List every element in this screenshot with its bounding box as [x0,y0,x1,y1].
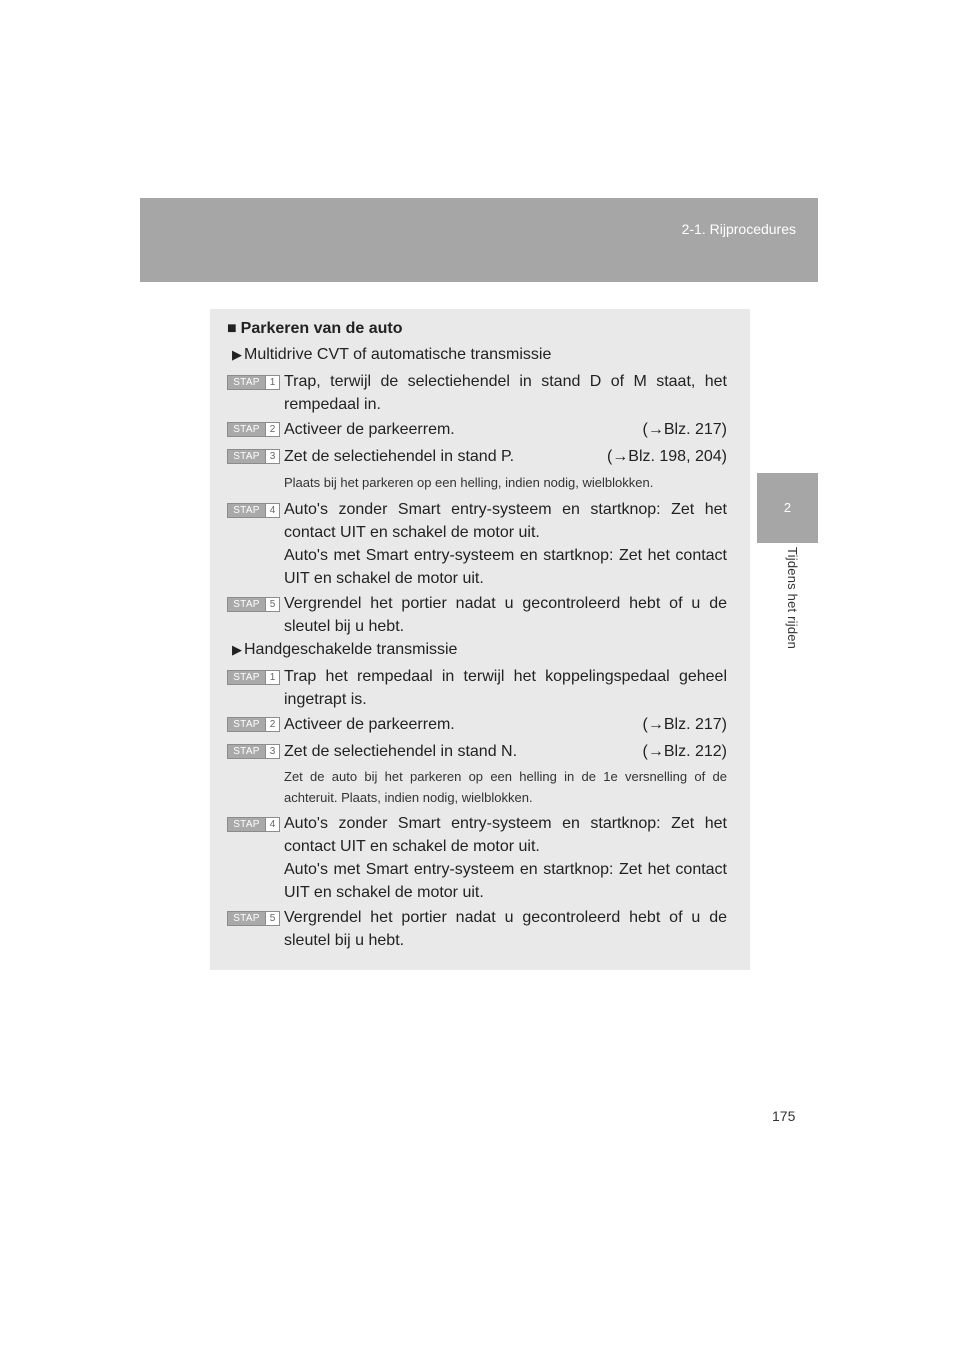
step-text: Auto's zonder Smart entry-systeem en startknop: Zet het contact UIT en schakel de motor uit. [284,501,727,541]
step-text: Zet de selectiehendel in stand N. [284,743,518,760]
page-reference: (→Blz. 198, 204) [606,448,727,465]
arrow-right-icon: ▶ [232,347,242,362]
step-badge: STAP 5 [227,597,280,612]
step-text-alt: Auto's met Smart entry-systeem en startknop: Zet het contact UIT en schakel de motor uit. [284,861,727,901]
step-badge: STAP 3 [227,744,280,759]
section-title [227,320,403,338]
step-badge: STAP 3 [227,449,280,464]
chapter-number: 2 [783,500,792,515]
page-reference: (→Blz. 217) [642,716,727,733]
step-note: Zet de auto bij het parkeren op een helling in de 1e versnelling of de achteruit. Plaats, indien nodig, wielblokken. [284,769,727,805]
step-text: Activeer de parkeerrem. [284,421,455,438]
step-row [284,418,727,441]
step-text: Activeer de parkeerrem. [284,716,455,733]
subheading-text: Handgeschakelde transmissie [244,641,458,658]
step-note: Plaats bij het parkeren op een helling, indien nodig, wielblokken. [284,475,654,490]
step-row [284,740,727,763]
step-badge: STAP 4 [227,503,280,518]
step-badge: STAP 5 [227,911,280,926]
step-row [284,445,727,468]
section-title-text: Parkeren van de auto [240,320,403,337]
step-text: Trap het rempedaal in terwijl het koppelingspedaal geheel ingetrapt is. [284,668,727,708]
step-badge: STAP 4 [227,817,280,832]
step-badge: STAP 2 [227,717,280,732]
step-text: Auto's zonder Smart entry-systeem en startknop: Zet het contact UIT en schakel de motor uit. [284,815,727,855]
step-row [284,713,727,736]
step-text: Vergrendel het portier nadat u gecontroleerd hebt of u de sleutel bij u hebt. [284,909,727,949]
chapter-title: 2-1. Rijprocedures [681,221,796,237]
chapter-tab-label: Tijdens het rijden [785,547,800,650]
subheading-text: Multidrive CVT of automatische transmissie [244,346,552,363]
step-text-alt: Auto's met Smart entry-systeem en startknop: Zet het contact UIT en schakel de motor uit. [284,547,727,587]
subheading-cvt [232,346,551,364]
step-badge: STAP 1 [227,375,280,390]
page-reference: (→Blz. 217) [642,421,727,438]
step-text: Zet de selectiehendel in stand P. [284,448,515,465]
step-text: Trap, terwijl de selectiehendel in stand D of M staat, het rempedaal in. [284,373,727,413]
subheading-manual [232,641,457,659]
step-badge: STAP 1 [227,670,280,685]
page-reference: (→Blz. 212) [642,743,727,760]
page-number: 175 [772,1108,796,1124]
step-text: Vergrendel het portier nadat u gecontroleerd hebt of u de sleutel bij u hebt. [284,595,727,635]
chapter-header-band [140,198,818,282]
arrow-right-icon: ▶ [232,642,242,657]
square-bullet-icon: ■ [227,320,237,337]
step-badge: STAP 2 [227,422,280,437]
chapter-tab [757,473,818,543]
